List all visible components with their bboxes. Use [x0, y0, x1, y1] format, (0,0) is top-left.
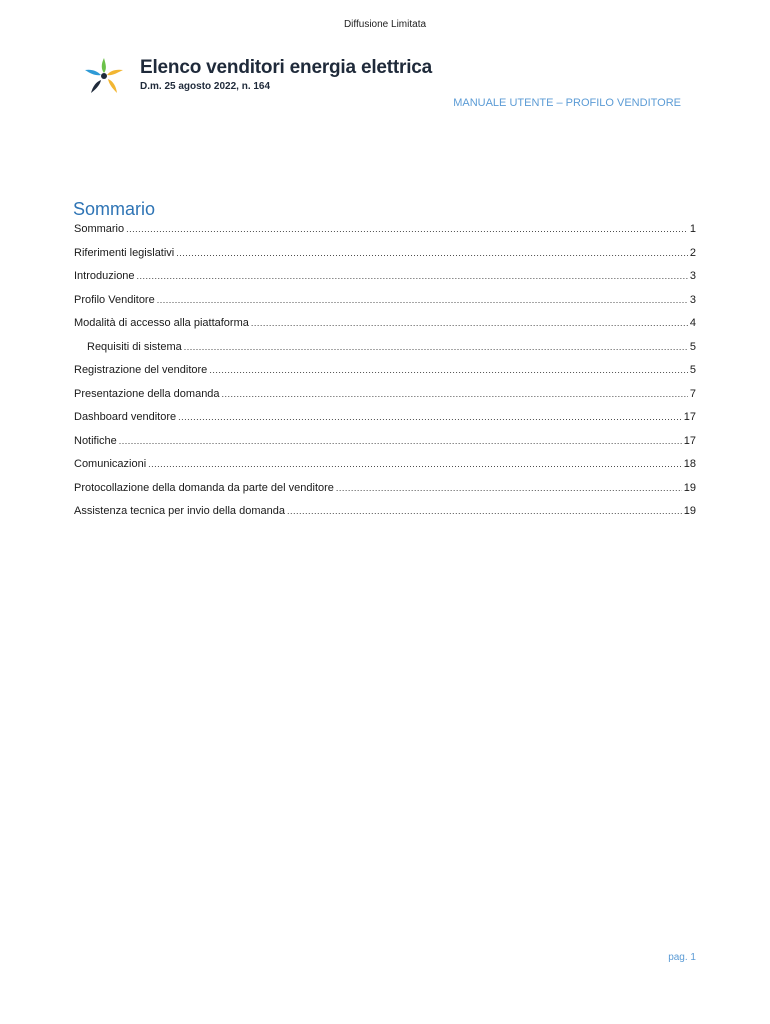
toc-entry-leader	[209, 365, 688, 375]
toc-entry-leader	[126, 224, 688, 234]
toc-entry-title: Requisiti di sistema	[87, 340, 182, 353]
toc-heading: Sommario	[73, 199, 156, 219]
toc-entry-page: 3	[689, 293, 696, 306]
toc-entry[interactable]	[74, 270, 696, 294]
toc-entry-page: 4	[689, 317, 696, 329]
toc-entry[interactable]	[74, 247, 696, 271]
toc-entry[interactable]	[74, 435, 696, 459]
toc-entry-page: 5	[689, 340, 696, 353]
toc-entry-title: Notifiche	[74, 434, 117, 447]
toc-entry-title: Assistenza tecnica per invio della domanda	[74, 505, 285, 517]
table-of-contents	[74, 223, 696, 529]
toc-entry-title: Presentazione della domanda	[74, 387, 220, 400]
toc-entry-leader	[251, 318, 688, 328]
toc-entry-title: Modalità di accesso alla piattaforma	[74, 317, 249, 329]
toc-entry-page: 17	[683, 411, 696, 423]
toc-entry-title: Sommario	[74, 223, 125, 235]
toc-entry-page: 2	[689, 246, 696, 259]
toc-entry-title: Introduzione	[74, 270, 135, 282]
toc-entry[interactable]	[74, 364, 696, 388]
classification-label: Diffusione Limitata	[343, 19, 427, 30]
toc-entry[interactable]	[74, 458, 696, 482]
toc-entry-leader	[178, 412, 682, 422]
toc-subentry[interactable]	[74, 341, 696, 365]
toc-entry-title: Riferimenti legislativi	[74, 246, 175, 259]
toc-entry-page: 19	[683, 505, 696, 517]
toc-entry-leader	[137, 271, 688, 281]
toc-entry-leader	[157, 295, 688, 305]
toc-entry[interactable]	[74, 482, 696, 506]
toc-entry-leader	[287, 506, 682, 516]
toc-entry[interactable]	[74, 411, 696, 435]
toc-entry-title: Registrazione del venditore	[74, 364, 208, 376]
manual-label: MANUALE UTENTE – PROFILO VENDITORE	[453, 97, 681, 109]
toc-entry-leader	[119, 436, 682, 446]
toc-entry-page: 18	[683, 458, 696, 470]
logo-subtitle: D.m. 25 agosto 2022, n. 164	[140, 81, 271, 92]
toc-entry-leader	[148, 459, 682, 469]
page-number: pag. 1	[668, 952, 696, 963]
toc-entry-leader	[222, 389, 688, 399]
toc-entry-page: 5	[689, 364, 696, 376]
toc-entry[interactable]	[74, 388, 696, 412]
star-logo-icon	[82, 55, 126, 97]
toc-entry-title: Dashboard venditore	[74, 411, 177, 423]
toc-entry-page: 1	[689, 223, 696, 235]
toc-entry[interactable]	[74, 505, 696, 529]
toc-entry-leader	[184, 342, 688, 352]
toc-entry-page: 7	[689, 387, 696, 400]
toc-entry-title: Comunicazioni	[74, 458, 147, 470]
toc-entry-title: Protocollazione della domanda da parte del venditore	[74, 481, 334, 494]
toc-entry-page: 19	[683, 481, 696, 494]
toc-entry[interactable]	[74, 294, 696, 318]
toc-entry[interactable]	[74, 223, 696, 247]
toc-entry-title: Profilo Venditore	[74, 293, 155, 306]
logo-title: Elenco venditori energia elettrica	[140, 57, 433, 78]
toc-entry-leader	[336, 483, 682, 493]
toc-entry[interactable]	[74, 317, 696, 341]
toc-entry-page: 17	[683, 434, 696, 447]
toc-entry-page: 3	[689, 270, 696, 282]
toc-entry-leader	[176, 248, 688, 258]
